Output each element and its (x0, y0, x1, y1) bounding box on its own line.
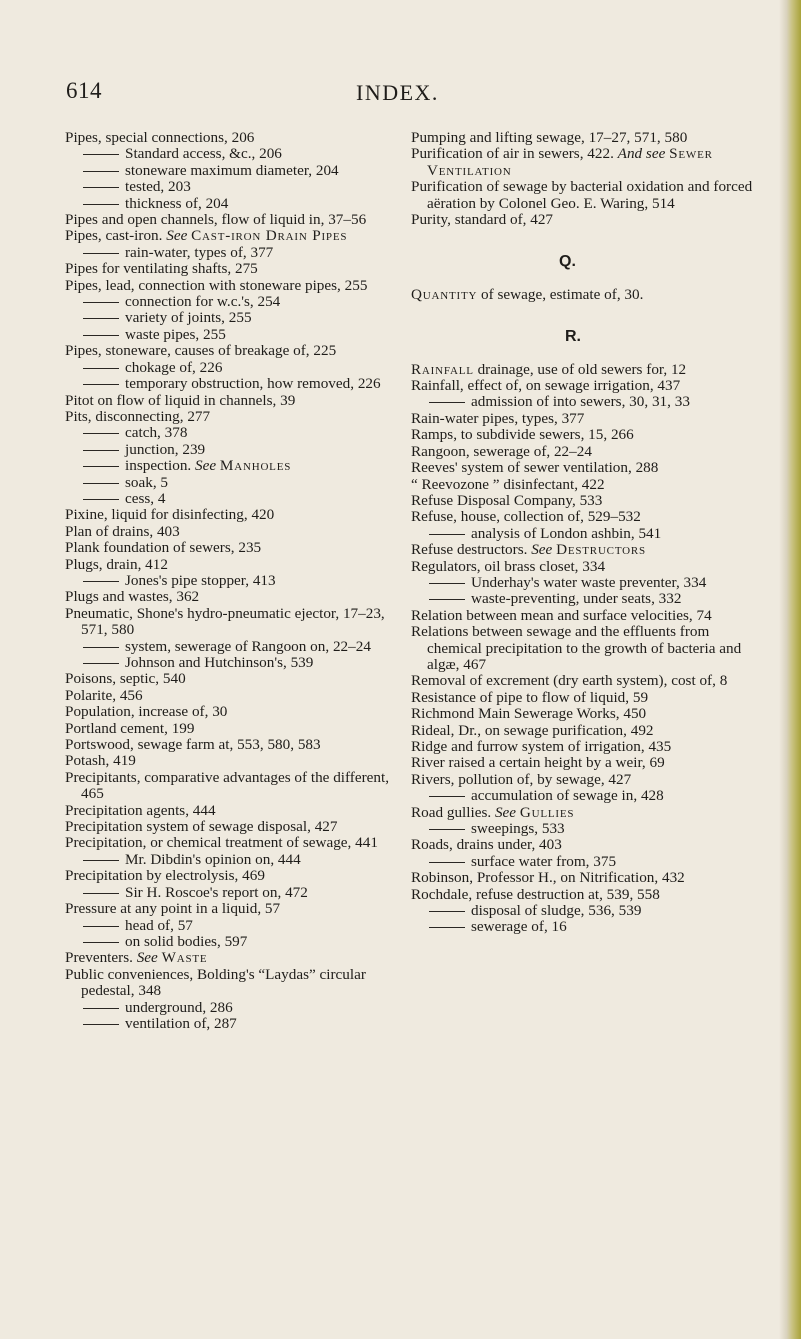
index-subentry (65, 934, 405, 950)
entry-text: Plan of drains, 403 (65, 522, 180, 540)
entry-text: waste pipes, 255 (125, 325, 226, 343)
index-subentry (65, 294, 405, 310)
index-entry (65, 409, 405, 425)
section-letter: R. (565, 328, 581, 346)
index-subentry (411, 575, 755, 591)
entry-text: Pipes, special connections, 206 (65, 129, 255, 146)
index-entry (411, 887, 755, 903)
ditto-dash (429, 402, 465, 403)
entry-text: Rangoon, sewerage of, 22–24 (411, 442, 592, 460)
entry-text: Precipitants, comparative advantages of the different, 465 (65, 768, 390, 803)
index-subentry (411, 903, 755, 919)
entry-text: Plank foundation of sewers, 235 (65, 539, 262, 557)
index-entry (65, 770, 405, 803)
entry-text: Roads, drains under, 403 (411, 836, 562, 854)
entry-text: Polarite, 456 (65, 686, 143, 704)
entry-text: Ridge and furrow system of irrigation, 435 (411, 738, 672, 755)
index-entry (65, 540, 405, 556)
index-entry (411, 460, 755, 476)
entry-text: ventilation of, 287 (125, 1014, 237, 1032)
entry-text: Refuse, house, collection of, 529–532 (411, 508, 641, 526)
index-entry (65, 278, 405, 294)
ditto-dash (83, 335, 119, 336)
ditto-dash (429, 583, 465, 584)
entry-text: catch, 378 (125, 424, 188, 442)
index-subentry (65, 196, 405, 212)
index-subentry (65, 245, 405, 261)
entry-text: Johnson and Hutchinson's, 539 (125, 654, 314, 671)
ditto-dash (429, 927, 465, 928)
entry-text: underground, 286 (125, 998, 233, 1016)
entry-text: Precipitation by electrolysis, 469 (65, 867, 265, 885)
index-entry (411, 212, 755, 228)
see-reference: And see (617, 145, 666, 163)
index-entry (411, 805, 755, 821)
index-entry (65, 589, 405, 605)
index-entry (411, 755, 755, 771)
index-entry (411, 477, 755, 493)
index-entry (65, 524, 405, 540)
entry-text: Standard access, &c., 206 (125, 145, 282, 163)
cross-reference: Sewer Ventilation (427, 145, 713, 179)
index-entry (411, 444, 755, 460)
entry-text: Pits, disconnecting, 277 (65, 407, 211, 425)
entry-text: Sir H. Roscoe's report on, 472 (125, 883, 308, 901)
index-subentry (411, 788, 755, 804)
see-reference: See (531, 541, 553, 559)
index-subentry (65, 163, 405, 179)
index-entry (65, 868, 405, 884)
index-entry (411, 870, 755, 886)
entry-text: “ Reevozone ” disinfectant, 422 (411, 475, 605, 493)
ditto-dash (83, 204, 119, 205)
entry-text: on solid bodies, 597 (125, 932, 248, 950)
entry-text: head of, 57 (125, 916, 193, 934)
index-entry (65, 950, 405, 966)
entry-text: variety of joints, 255 (125, 309, 252, 327)
ditto-dash (83, 499, 119, 500)
entry-text: of sewage, estimate of, 30. (477, 285, 644, 303)
ditto-dash (83, 433, 119, 434)
index-entry (65, 671, 405, 687)
entry-text: Potash, 419 (65, 752, 136, 770)
entry-text: Precipitation agents, 444 (65, 801, 216, 819)
entry-text: Jones's pipe stopper, 413 (125, 571, 276, 589)
entry-text: admission of into sewers, 30, 31, 33 (471, 393, 690, 411)
entry-text: system, sewerage of Rangoon on, 22–24 (125, 637, 371, 655)
entry-text: Pipes, stoneware, causes of breakage of, 225 (65, 342, 337, 360)
ditto-dash (83, 893, 119, 894)
ditto-dash (429, 796, 465, 797)
ditto-dash (429, 862, 465, 863)
index-subentry (65, 885, 405, 901)
index-subentry (65, 310, 405, 326)
entry-text: rain-water, types of, 377 (125, 243, 274, 261)
index-subentry (411, 526, 755, 542)
ditto-dash (429, 534, 465, 535)
index-subentry (411, 591, 755, 607)
see-reference: See (136, 949, 158, 967)
ditto-dash (83, 1024, 119, 1025)
entry-text: Robinson, Professor H., on Nitrification, 432 (411, 869, 685, 887)
entry-text: Purification of sewage by bacterial oxidation and forced aëration by Colonel Geo. E. Waring, 514 (411, 178, 753, 212)
index-entry (411, 559, 755, 575)
entry-text: Rain-water pipes, types, 377 (411, 409, 585, 427)
entry-text: temporary obstruction, how removed, 226 (125, 375, 381, 393)
entry-text: Portland cement, 199 (65, 719, 195, 737)
cross-reference: Destructors (556, 541, 646, 559)
index-subentry (65, 852, 405, 868)
index-entry (65, 507, 405, 523)
ditto-dash (429, 599, 465, 600)
index-entry (411, 130, 755, 146)
entry-text: Purification of air in sewers, 422. (411, 145, 618, 163)
entry-text: stoneware maximum diameter, 204 (125, 161, 339, 179)
entry-text: Mr. Dibdin's opinion on, 444 (125, 850, 301, 868)
index-entry (411, 723, 755, 739)
entry-text: Public conveniences, Bolding's “Laydas” circular pedestal, 348 (65, 965, 366, 1000)
entry-text: junction, 239 (125, 440, 206, 458)
index-subentry (65, 179, 405, 195)
cross-reference: Cast-iron Drain Pipes (191, 227, 348, 245)
section-letter: Q. (559, 253, 576, 271)
index-entry (411, 493, 755, 509)
index-subentry (411, 919, 755, 935)
ditto-dash (83, 171, 119, 172)
ditto-dash (429, 911, 465, 912)
entry-text: Richmond Main Sewerage Works, 450 (411, 705, 647, 723)
entry-text: Refuse destructors. (411, 541, 532, 559)
ditto-dash (83, 1008, 119, 1009)
index-subentry (65, 918, 405, 934)
entry-text: Relation between mean and surface velocities, 74 (411, 606, 712, 624)
entry-text: Refuse Disposal Company, 533 (411, 491, 603, 509)
entry-text: Plugs, drain, 412 (65, 555, 168, 573)
index-subentry (65, 655, 405, 671)
entry-text: accumulation of sewage in, 428 (471, 787, 664, 805)
index-entry (65, 228, 405, 244)
page-edge (779, 0, 801, 1339)
entry-text: Rideal, Dr., on sewage purification, 492 (411, 721, 654, 739)
index-column-right (411, 130, 755, 936)
entry-text: soak, 5 (125, 473, 169, 491)
entry-text: Underhay's water waste preventer, 334 (471, 573, 707, 591)
ditto-dash (83, 253, 119, 254)
entry-text: Poisons, septic, 540 (65, 670, 186, 688)
ditto-dash (83, 466, 119, 467)
cross-reference: Gullies (519, 803, 575, 821)
entry-text: Road gullies. (411, 803, 495, 821)
index-entry (411, 772, 755, 788)
ditto-dash (83, 942, 119, 943)
index-entry (411, 411, 755, 427)
page-header (0, 78, 780, 108)
ditto-dash (429, 829, 465, 830)
ditto-dash (83, 647, 119, 648)
entry-text: River raised a certain height by a weir, 69 (411, 754, 665, 772)
entry-text: Plugs and wastes, 362 (65, 588, 200, 606)
ditto-dash (83, 368, 119, 369)
index-entry (65, 721, 405, 737)
entry-text: Pipes, lead, connection with stoneware pipes, 255 (65, 276, 368, 294)
index-subentry (65, 639, 405, 655)
ditto-dash (83, 450, 119, 451)
index-entry (65, 557, 405, 573)
index-entry (65, 261, 405, 277)
index-entry (65, 606, 405, 639)
index-entry (65, 835, 405, 851)
index-entry (411, 608, 755, 624)
index-entry (65, 901, 405, 917)
entry-text: tested, 203 (125, 178, 191, 196)
ditto-dash (83, 663, 119, 664)
ditto-dash (83, 302, 119, 303)
index-subentry (411, 821, 755, 837)
entry-text: surface water from, 375 (471, 852, 617, 870)
entry-text: chokage of, 226 (125, 358, 223, 376)
index-subentry (65, 327, 405, 343)
index-entry (411, 706, 755, 722)
see-reference: See (494, 803, 517, 821)
index-subentry (411, 854, 755, 870)
index-entry (411, 509, 755, 525)
index-entry (65, 688, 405, 704)
index-entry (65, 343, 405, 359)
entry-text: Pitot on flow of liquid in channels, 39 (65, 391, 296, 409)
index-entry (65, 393, 405, 409)
entry-text: Pressure at any point in a liquid, 57 (65, 900, 281, 918)
index-subentry (65, 1016, 405, 1032)
entry-text: Regulators, oil brass closet, 334 (411, 557, 606, 575)
entry-text: Rivers, pollution of, by sewage, 427 (411, 770, 632, 788)
index-subentry (65, 442, 405, 458)
page-title: INDEX. (356, 80, 439, 105)
index-entry (411, 624, 755, 673)
entry-text: Precipitation system of sewage disposal, 427 (65, 818, 338, 836)
entry-text: Purity, standard of, 427 (411, 211, 554, 229)
index-entry (411, 673, 755, 689)
entry-text: inspection. (125, 457, 196, 475)
index-entry (411, 427, 755, 443)
index-subentry (65, 376, 405, 392)
entry-text: drainage, use of old sewers for, 12 (473, 360, 687, 378)
index-subentry (65, 491, 405, 507)
index-entry (65, 803, 405, 819)
entry-text: Pipes, cast-iron. (65, 227, 167, 245)
index-entry (65, 737, 405, 753)
index-entry (411, 739, 755, 755)
entry-text: analysis of London ashbin, 541 (471, 524, 662, 542)
entry-text: connection for w.c.'s, 254 (125, 293, 281, 311)
entry-text: Removal of excrement (dry earth system), cost of, 8 (411, 672, 728, 690)
entry-text: Pixine, liquid for disinfecting, 420 (65, 506, 275, 524)
ditto-dash (83, 860, 119, 861)
entry-text: Reeves' system of sewer ventilation, 288 (411, 459, 659, 477)
index-subentry (65, 475, 405, 491)
ditto-dash (83, 154, 119, 155)
index-subentry (65, 1000, 405, 1016)
see-reference: See (195, 457, 217, 475)
index-entry (411, 146, 755, 179)
entry-text: Pipes and open channels, flow of liquid in, 37–56 (65, 211, 367, 229)
ditto-dash (83, 384, 119, 385)
index-subentry (65, 458, 405, 474)
entry-text: Ramps, to subdivide sewers, 15, 266 (411, 426, 634, 444)
entry-text: thickness of, 204 (125, 194, 229, 212)
index-entry (411, 179, 755, 212)
entry-lead: Rainfall (411, 360, 474, 378)
index-subentry (411, 394, 755, 410)
index-subentry (65, 573, 405, 589)
entry-lead: Quantity (411, 285, 478, 303)
index-entry (411, 378, 755, 394)
ditto-dash (83, 581, 119, 582)
entry-text: Pumping and lifting sewage, 17–27, 571, 580 (411, 129, 688, 146)
index-subentry (65, 425, 405, 441)
ditto-dash (83, 187, 119, 188)
entry-text: waste-preventing, under seats, 332 (471, 590, 682, 608)
ditto-dash (83, 926, 119, 927)
entry-text: sewerage of, 16 (471, 918, 567, 936)
entry-text: cess, 4 (125, 489, 166, 507)
index-entry (65, 212, 405, 228)
entry-text: Resistance of pipe to flow of liquid, 59 (411, 688, 649, 706)
ditto-dash (83, 318, 119, 319)
index-entry (411, 837, 755, 853)
entry-text: Precipitation, or chemical treatment of sewage, 441 (65, 834, 378, 852)
index-entry (65, 819, 405, 835)
index-entry (65, 704, 405, 720)
page-number: 614 (66, 78, 102, 103)
entry-text: sweepings, 533 (471, 820, 565, 838)
entry-text: Pneumatic, Shone's hydro-pneumatic ejector, 17–23, 571, 580 (65, 604, 385, 639)
index-subentry (65, 360, 405, 376)
cross-reference: Manholes (219, 457, 292, 475)
entry-text: Relations between sewage and the effluents from chemical precipitation to the growth of bacteria and algæ, 467 (411, 623, 742, 673)
entry-text: Rochdale, refuse destruction at, 539, 558 (411, 885, 660, 903)
index-column-left (65, 130, 405, 1032)
index-entry (411, 690, 755, 706)
entry-text: Population, increase of, 30 (65, 703, 228, 721)
index-entry (411, 542, 755, 558)
cross-reference: Waste (161, 949, 208, 967)
index-entry (411, 287, 755, 303)
entry-text: Pipes for ventilating shafts, 275 (65, 260, 258, 278)
ditto-dash (83, 483, 119, 484)
index-subentry (65, 146, 405, 162)
see-reference: See (166, 227, 188, 245)
entry-text: Rainfall, effect of, on sewage irrigation, 437 (411, 377, 681, 395)
index-entry (65, 967, 405, 1000)
entry-text: disposal of sludge, 536, 539 (471, 902, 642, 920)
index-entry (65, 130, 405, 146)
entry-text: Portswood, sewage farm at, 553, 580, 583 (65, 736, 321, 754)
index-entry (411, 362, 755, 378)
entry-text: Preventers. (65, 949, 137, 967)
index-entry (65, 753, 405, 769)
